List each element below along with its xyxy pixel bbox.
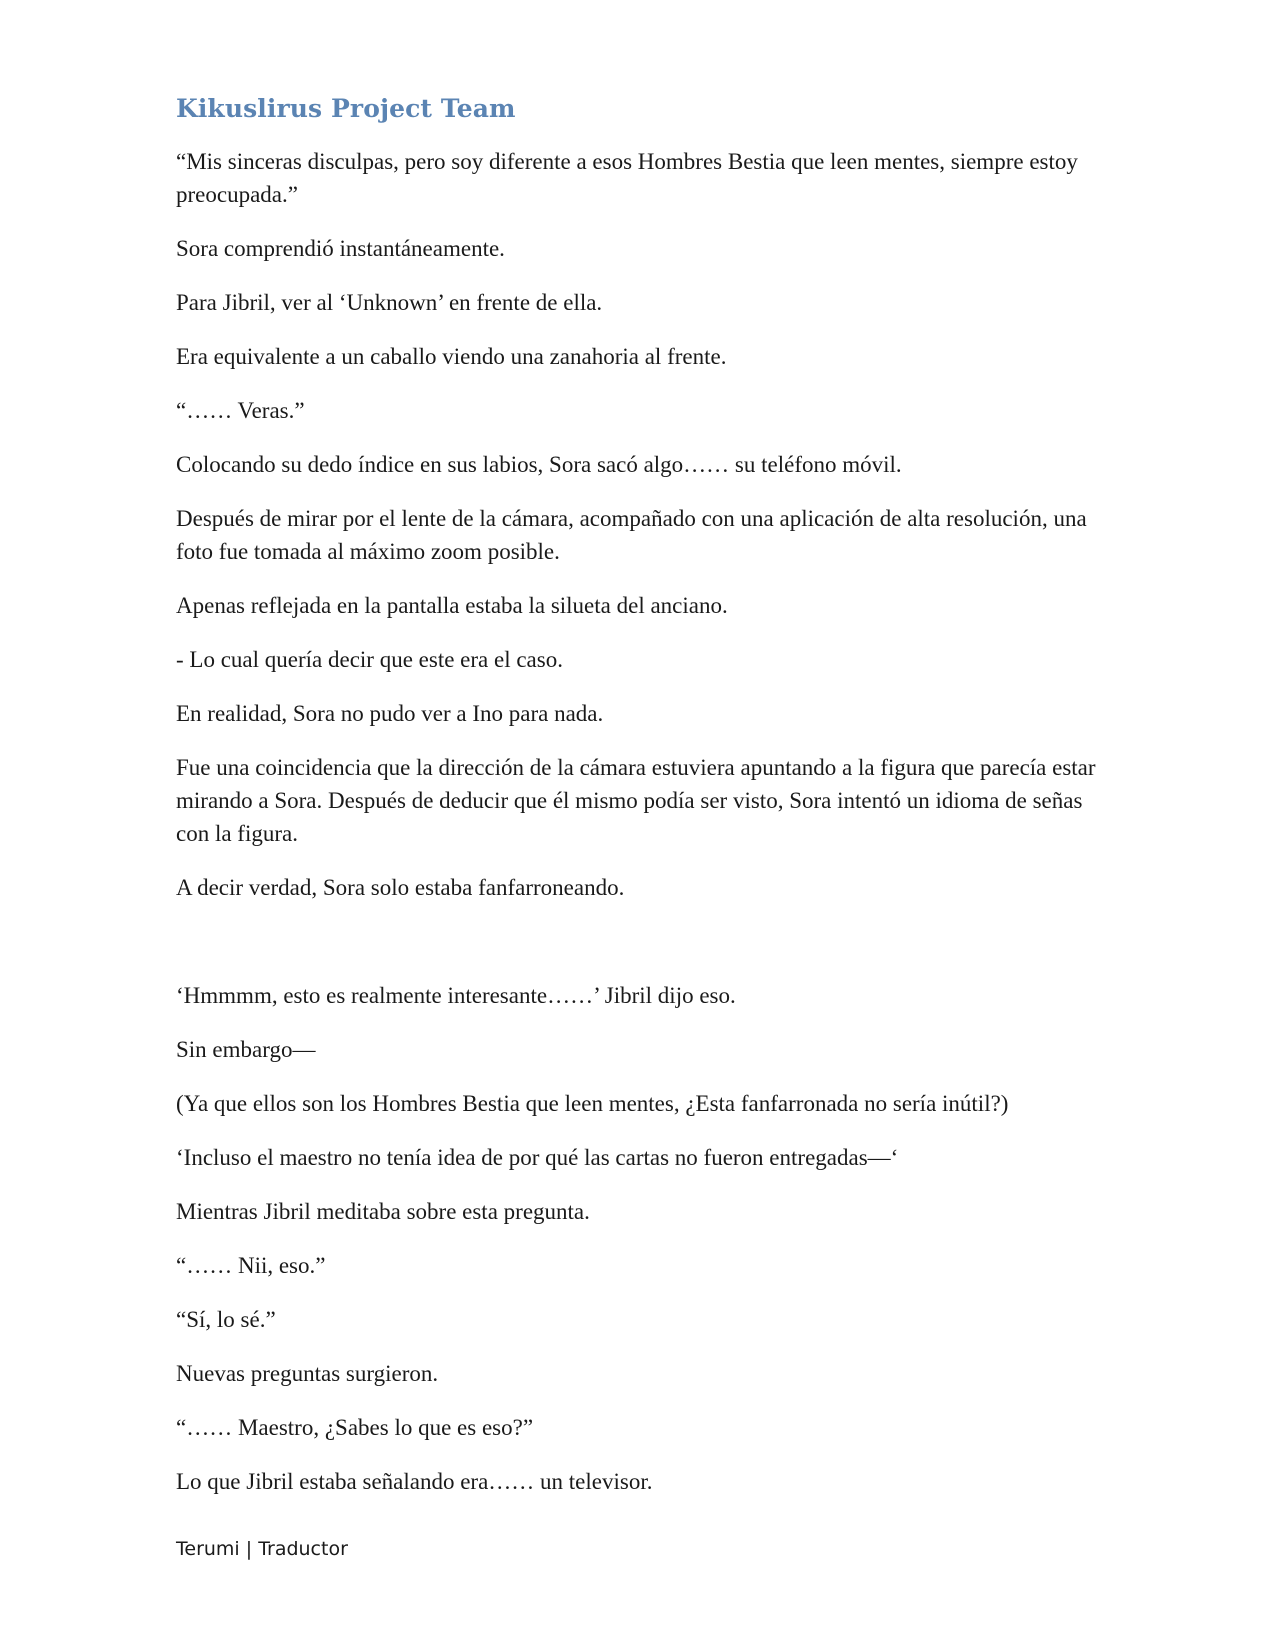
paragraph: Colocando su dedo índice en sus labios, Sora sacó algo…… su teléfono móvil. — [176, 452, 902, 477]
page-footer: Terumi | Traductor — [176, 1538, 348, 1560]
paragraph: Sin embargo— — [176, 1037, 316, 1062]
paragraph: “…… Maestro, ¿Sabes lo que es eso?” — [176, 1415, 534, 1440]
paragraph: “…… Nii, eso.” — [176, 1253, 326, 1278]
paragraph: En realidad, Sora no pudo ver a Ino para nada. — [176, 701, 604, 726]
paragraph: Después de mirar por el lente de la cámara, acompañado con una aplicación de alta resolución, una foto fue tomada al máximo zoom posible. — [176, 506, 1087, 564]
paragraph: Apenas reflejada en la pantalla estaba la silueta del anciano. — [176, 593, 728, 618]
paragraph: ‘Incluso el maestro no tenía idea de por qué las cartas no fueron entregadas—‘ — [176, 1145, 899, 1170]
paragraph: A decir verdad, Sora solo estaba fanfarroneando. — [176, 875, 625, 900]
paragraph: Nuevas preguntas surgieron. — [176, 1361, 439, 1386]
paragraph: “Mis sinceras disculpas, pero soy diferente a esos Hombres Bestia que leen mentes, siempre estoy preocupada.” — [176, 149, 1078, 207]
paragraph: Sora comprendió instantáneamente. — [176, 236, 505, 261]
page-header: Kikuslirus Project Team — [176, 94, 516, 123]
paragraph: Lo que Jibril estaba señalando era…… un televisor. — [176, 1469, 653, 1494]
paragraph: Era equivalente a un caballo viendo una zanahoria al frente. — [176, 344, 727, 369]
paragraph: “…… Veras.” — [176, 398, 305, 423]
paragraph: “Sí, lo sé.” — [176, 1307, 276, 1332]
paragraph: Para Jibril, ver al ‘Unknown’ en frente de ella. — [176, 290, 603, 315]
paragraph: Mientras Jibril meditaba sobre esta pregunta. — [176, 1199, 590, 1224]
paragraph: Fue una coincidencia que la dirección de la cámara estuviera apuntando a la figura que parecía estar mirando a Sora. Después de deducir que él mismo podía ser visto, Sora intentó un idioma de señas con la figura. — [176, 755, 1096, 846]
paragraph: ‘Hmmmm, esto es realmente interesante……’ Jibril dijo eso. — [176, 983, 736, 1008]
paragraph: - Lo cual quería decir que este era el caso. — [176, 647, 563, 672]
paragraph: (Ya que ellos son los Hombres Bestia que leen mentes, ¿Esta fanfarronada no sería inútil?) — [176, 1091, 1009, 1116]
document-body — [176, 145, 1106, 1519]
